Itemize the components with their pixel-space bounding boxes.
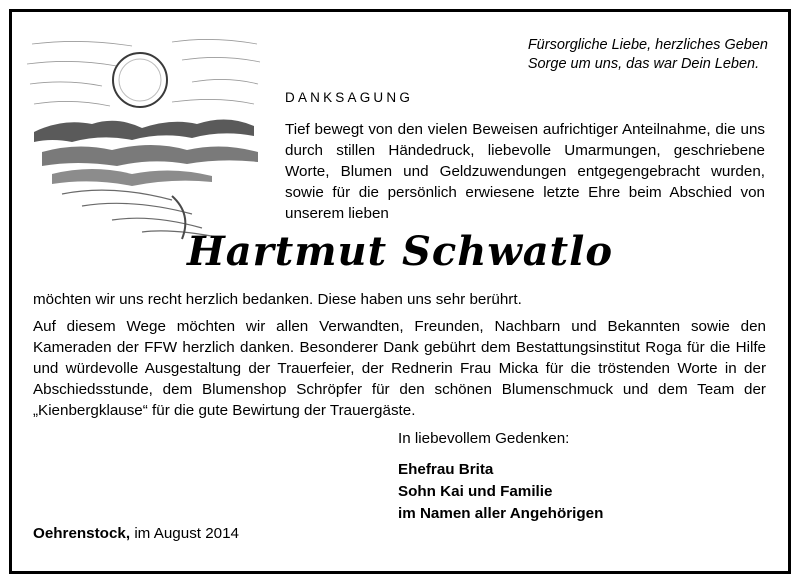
notice-heading: DANKSAGUNG: [285, 90, 414, 105]
signer-line: Sohn Kai und Familie: [398, 483, 553, 500]
closing-phrase: In liebevollem Gedenken:: [398, 430, 570, 447]
signers-list: [398, 459, 603, 525]
intro-paragraph: Tief bewegt von den vielen Beweisen aufrichtiger Anteilnahme, die uns durch stillen Händedruck, liebevolle Umarmungen, geschriebene Worte, Blumen und Geldzuwendungen entgegengebracht wurden, sowie für die persönlich erwiesene letzte Ehre beim Abschied von unserem lieben: [285, 121, 765, 222]
signer-line: Ehefrau Brita: [398, 461, 494, 478]
acknowledgement-paragraph: Auf diesem Wege möchten wir allen Verwandten, Freunden, Nachbarn und Bekannten sowie den Kameraden der FFW herzlich danken. Besonderer Dank gebührt dem Bestattungsinstitut Roga für die Hilfe und würdevolle Ausgestaltung der Trauerfeier, der Rednerin Frau Micka für die tröstenden Worte in der Abschiedsstunde, dem Blumenshop Schröpfer für den schönen Blumenschmuck und dem Team der „Kienbergklause“ für die gute Bewirtung der Trauergäste.: [33, 318, 766, 419]
place-and-date: [33, 525, 239, 542]
place-date: im August 2014: [134, 525, 240, 542]
moon-over-hills-sketch-icon: [22, 24, 262, 246]
deceased-name: Hartmut Schwatlo: [186, 228, 614, 275]
motto-line-2: Sorge um uns, das war Dein Leben.: [527, 56, 760, 72]
place-town: Oehrenstock,: [33, 525, 131, 542]
motto-line-1: Fürsorgliche Liebe, herzliches Geben: [527, 37, 768, 53]
signer-line: im Namen aller Angehörigen: [398, 505, 604, 522]
motto-verse: [528, 36, 768, 74]
thanks-line: möchten wir uns recht herzlich bedanken. Diese haben uns sehr berührt.: [33, 291, 522, 308]
